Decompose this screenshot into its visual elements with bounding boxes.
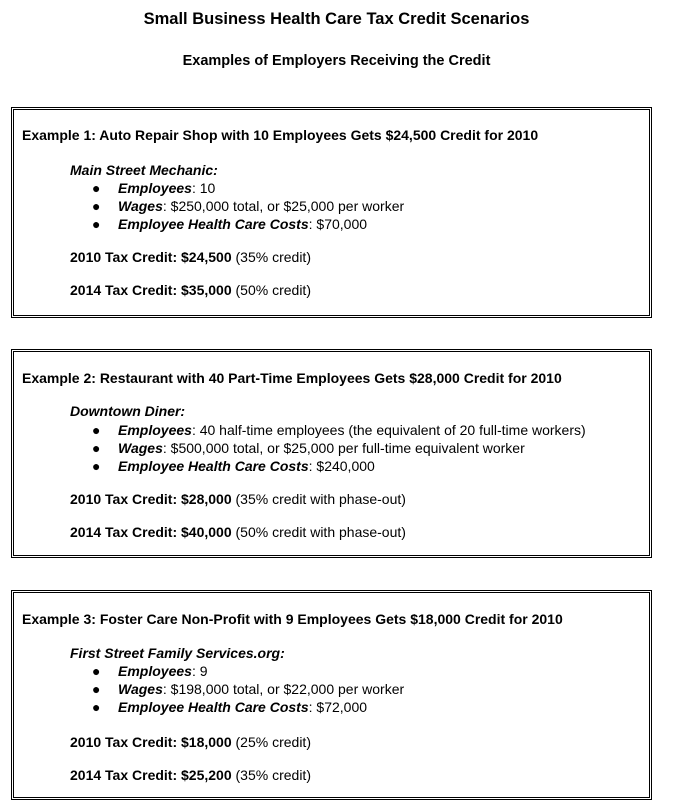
example-box-2 — [11, 349, 652, 558]
credit-2010 — [70, 249, 311, 266]
credit-note: (35% credit) — [231, 767, 311, 783]
item-value: 10 — [199, 180, 216, 196]
example-box-1 — [11, 107, 652, 318]
credit-2010 — [70, 491, 406, 508]
list-item — [70, 457, 586, 475]
item-term: Employees — [118, 180, 192, 196]
item-value: 9 — [199, 663, 208, 679]
bullet-icon: ● — [92, 681, 101, 697]
bullet-icon: ● — [92, 458, 101, 474]
item-term: Wages — [118, 681, 163, 697]
credit-2014 — [70, 524, 406, 541]
item-separator: : — [191, 663, 200, 679]
item-separator: : — [308, 458, 317, 474]
credit-2010 — [70, 734, 311, 751]
bullet-icon: ● — [92, 198, 101, 214]
bullet-icon: ● — [92, 180, 101, 196]
credit-note: (25% credit) — [231, 734, 311, 750]
list-item — [70, 680, 404, 698]
credit-2014 — [70, 767, 311, 784]
list-item — [70, 421, 586, 439]
example-heading: Example 2: Restaurant with 40 Part-Time Employees Gets $28,000 Credit for 2010 — [22, 370, 562, 386]
item-term: Employee Health Care Costs — [118, 458, 309, 474]
list-item — [70, 179, 404, 197]
list-item — [70, 197, 404, 215]
item-separator: : — [162, 681, 171, 697]
item-value: $500,000 total, or $25,000 per full-time equivalent worker — [170, 440, 525, 456]
item-term: Wages — [118, 198, 163, 214]
item-separator: : — [308, 699, 317, 715]
item-value: $240,000 — [316, 458, 375, 474]
credit-note: (35% credit with phase-out) — [231, 491, 406, 507]
bullet-icon: ● — [92, 422, 101, 438]
item-separator: : — [191, 180, 200, 196]
credit-2014 — [70, 282, 311, 299]
example-heading: Example 1: Auto Repair Shop with 10 Employees Gets $24,500 Credit for 2010 — [22, 127, 539, 143]
employer-name: Main Street Mechanic: — [70, 162, 218, 178]
bullet-icon: ● — [92, 699, 101, 715]
page-title: Small Business Health Care Tax Credit Scenarios — [143, 10, 530, 28]
employer-name: Downtown Diner: — [70, 403, 186, 419]
item-term: Employees — [118, 422, 192, 438]
item-value: $250,000 total, or $25,000 per worker — [170, 198, 405, 214]
credit-note: (50% credit) — [231, 282, 311, 298]
page-subtitle: Examples of Employers Receiving the Credit — [182, 53, 491, 69]
item-term: Employee Health Care Costs — [118, 699, 309, 715]
credit-label: 2010 Tax Credit: $18,000 — [70, 734, 232, 750]
item-separator: : — [162, 440, 171, 456]
item-term: Employee Health Care Costs — [118, 216, 309, 232]
list-item — [70, 439, 586, 457]
item-value: 40 half-time employees (the equivalent of 20 full-time workers) — [199, 422, 586, 438]
item-separator: : — [308, 216, 317, 232]
credit-label: 2010 Tax Credit: $24,500 — [70, 249, 232, 265]
item-term: Wages — [118, 440, 163, 456]
credit-note: (50% credit with phase-out) — [231, 524, 406, 540]
item-separator: : — [162, 198, 171, 214]
item-value: $70,000 — [316, 216, 368, 232]
credit-label: 2014 Tax Credit: $40,000 — [70, 524, 232, 540]
item-separator: : — [191, 422, 200, 438]
example-heading: Example 3: Foster Care Non-Profit with 9 Employees Gets $18,000 Credit for 2010 — [22, 611, 563, 627]
bullet-icon: ● — [92, 216, 101, 232]
credit-label: 2010 Tax Credit: $28,000 — [70, 491, 232, 507]
item-value: $198,000 total, or $22,000 per worker — [170, 681, 405, 697]
list-item — [70, 698, 404, 716]
bullet-icon: ● — [92, 440, 101, 456]
detail-list — [70, 421, 586, 475]
detail-list — [70, 662, 404, 716]
item-value: $72,000 — [316, 699, 368, 715]
list-item — [70, 662, 404, 680]
employer-name: First Street Family Services.org: — [70, 645, 285, 661]
item-term: Employees — [118, 663, 192, 679]
list-item — [70, 215, 404, 233]
credit-label: 2014 Tax Credit: $35,000 — [70, 282, 232, 298]
credit-label: 2014 Tax Credit: $25,200 — [70, 767, 232, 783]
credit-note: (35% credit) — [231, 249, 311, 265]
example-box-3 — [11, 590, 652, 800]
bullet-icon: ● — [92, 663, 101, 679]
detail-list — [70, 179, 404, 233]
